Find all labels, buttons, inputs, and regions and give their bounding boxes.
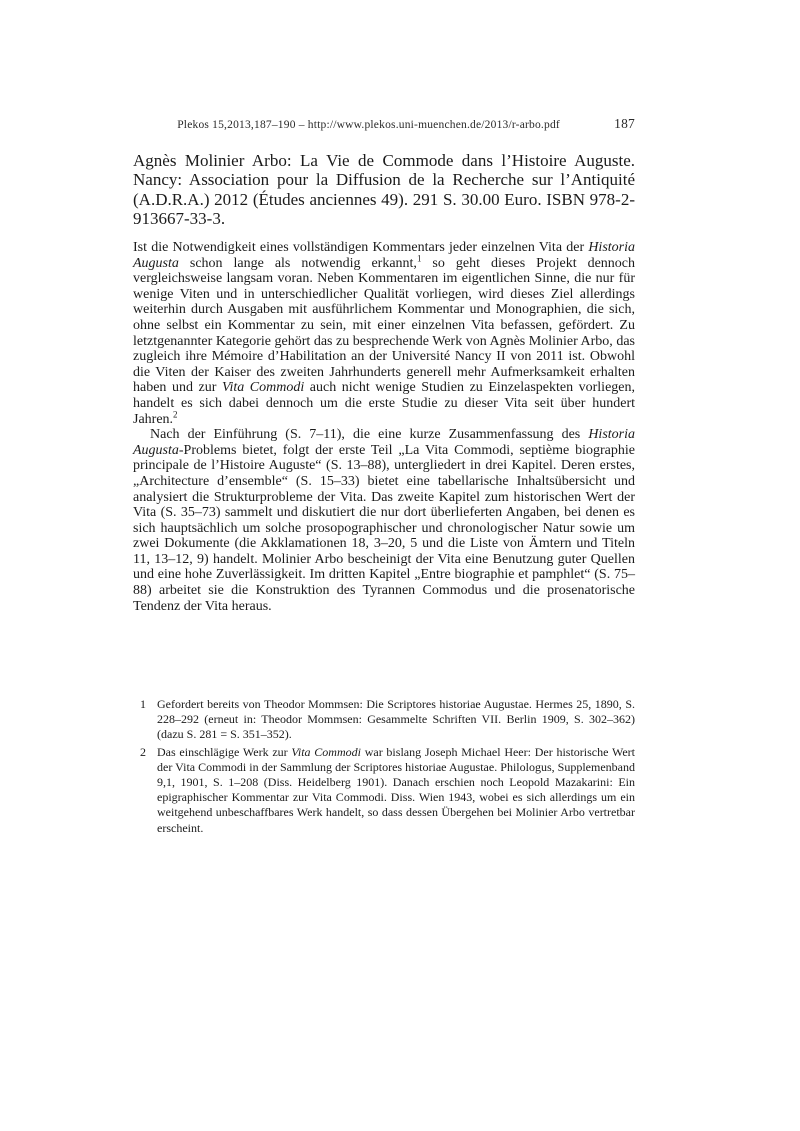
paragraph-1-text: auch nicht wenige Studien zu Einzelaspekten vorliegen, handelt es sich dabei dennoch um die erste Studie zu dieser Vita seit über hundert Jahren. [133, 380, 635, 427]
paragraph-1-text: so geht dieses Projekt dennoch vergleichsweise langsam voran. Neben Kommentaren im eigentlichen Sinne, die nur für wenige Viten und in unterschiedlicher Qualität vorliegen, wird dieses Ziel allerdings weiterhin durch Ausgaben mit ausführlichem Kommentar und Monographien, die sich, ohne selbst ein Kommentar zu sein, mit einer einzelnen Vita befassen, gefördert. Zu letztgenannter Kategorie gehört das zu besprechende Werk von Agnès Molinier Arbo, das zugleich ihre Mémoire d’Habilitation an der Université Nancy II von 2011 ist. Obwohl die Viten der Kaiser des zweiten Jahrhunderts generell mehr Aufmerksamkeit erhalten haben und zur [133, 255, 635, 396]
footnotes-section [133, 697, 635, 838]
footnote-1-run: Gefordert bereits von Theodor Mommsen: Die Scriptores historiae Augustae. Hermes 25, 1890, S. 228–292 (erneut in: Theodor Mommsen: Gesammelte Schriften VII. Berlin 1909, S. 302–362) (dazu S. 281 = S. 351–352). [157, 697, 635, 742]
book-title: Agnès Molinier Arbo: La Vie de Commode dans l’Histoire Auguste. Nancy: Association pour la Diffusion de la Recherche sur l’Antiquité (A.D.R.A.) 2012 (Études anciennes 49). 291 S. 30.00 Euro. ISBN 978-2-913667-33-3. [133, 151, 635, 228]
footnote-1 [133, 697, 635, 743]
paragraph-2 [133, 427, 635, 614]
italic-historia-augusta: Historia Augusta [133, 240, 635, 271]
footnote-1-text [157, 697, 635, 741]
paragraph-2-text: -Problems bietet, folgt der erste Teil „La Vita Commodi, septième biographie principale de l’Histoire Auguste“ (S. 13–88), untergliedert in drei Kapitel. Deren erstes, „Architecture d’ensemble“ (S. 15–33) bietet eine tabellarische Inhaltsübersicht und analysiert die Strukturprobleme der Vita. Das zweite Kapitel zum historischen Wert der Vita (S. 35–73) sammelt und diskutiert die nur dort überlieferten Angaben, bei denen es sich hauptsächlich um solche prosopographischer und chronologischer Natur sowie um zwei Dokumente (die Akklamationen 18, 3–20, 5 und die Liste von Ämtern und Titeln 11, 13–12, 9) handelt. Molinier Arbo bescheinigt der Vita eine Benutzung guter Quellen und eine hohe Zuverlässigkeit. Im dritten Kapitel „Entre biographie et pamphlet“ (S. 75–88) arbeitet sie die Konstruktion des Tyrannen Commodus und die prosenatorische Tendenz der Vita heraus. [133, 442, 635, 614]
footnote-2 [133, 745, 635, 836]
header-citation: Plekos 15,2013,187–190 – http://www.plekos.uni-muenchen.de/2013/r-arbo.pdf [177, 119, 560, 131]
paragraph-1-text: Ist die Notwendigkeit eines vollständigen Kommentars jeder einzelnen Vita der [133, 240, 589, 255]
paragraph-1 [133, 240, 635, 427]
italic-vita-commodi: Vita Commodi [291, 744, 361, 759]
paragraph-1-text: schon lange als notwendig erkannt, [178, 255, 417, 271]
running-header [133, 116, 635, 132]
footnote-1-number: 1 [140, 697, 146, 711]
page-number: 187 [614, 116, 635, 131]
footnote-2-number: 2 [140, 744, 146, 759]
italic-vita-commodi: Vita Commodi [221, 380, 305, 396]
footnote-2-text [157, 745, 635, 835]
footnote-ref-1: 1 [416, 252, 422, 263]
footnote-ref-2: 2 [173, 408, 178, 419]
footnote-2-run: Das einschlägige Werk zur [157, 744, 292, 759]
review-body [133, 240, 635, 614]
paragraph-2-text: Nach der Einführung (S. 7–11), die eine kurze Zusammenfassung des [150, 427, 589, 443]
italic-historia-augusta: Historia Augusta [133, 427, 635, 458]
footnote-2-run: war bislang Joseph Michael Heer: Der historische Wert der Vita Commodi in der Sammlung der Scriptores historiae Augustae. Philologus, Supplemenband 9,1, 1901, S. 1–208 (Diss. Heidelberg 1901). Danach erschien noch Leopold Mazakarini: Ein epigraphischer Kommentar zur Vita Commodi. Diss. Wien 1943, wobei es sich allerdings um ein weitgehend unbeschaffbares Werk handelt, so dass dessen Übergehen bei Molinier Arbo vertretbar erscheint. [157, 744, 635, 835]
